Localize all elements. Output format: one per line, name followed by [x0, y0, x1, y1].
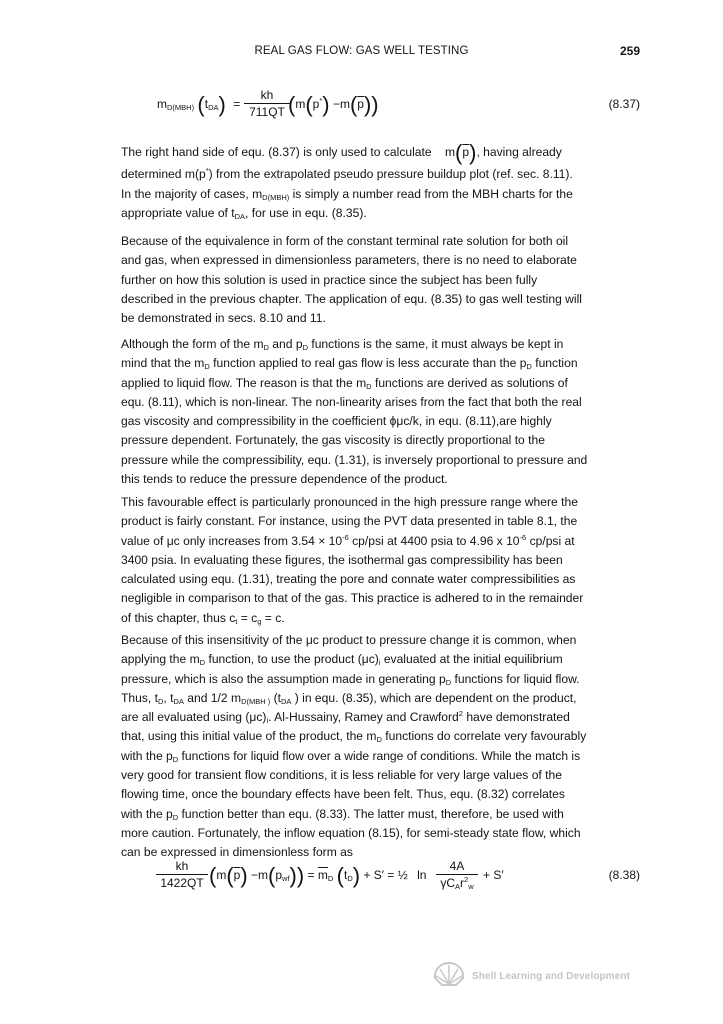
eq838-ln-fraction: 4A $\gamma C_Ar^2_w$ — [436, 859, 478, 890]
running-header-title: REAL GAS FLOW: GAS WELL TESTING — [254, 45, 469, 57]
page-number: 259 — [619, 44, 640, 58]
paragraph-5: Because of this insensitivity of the μc product to pressure change it is common, when applying the $m_D$ function, to use the product $(\mu c)_i$ evaluated at the initial equilibrium pressure, which is also the assumption made in generating $p_D$ functions for liquid flow. Thus, $t_D$, $t_{DA}$ and 1/2 $m_{D(MBH )}$ ($t_{DA}$ ) in equ. (8.35), which are dependent on the product, are all evaluated using $(\mu c)_i$. Al-Hussainy, Ramey and Crawford$^2$ have demonstrated that, using this initial value of the product, the $m_D$ functions do correlate very favourably with the $p_D$ functions for liquid flow over a wide range of conditions. While the match is very good for transient flow conditions, it is less reliable for very large values of the flowing time, once the boundary effects have been felt. Thus, equ. (8.32) correlates with the $p_D$ function better than equ. (8.33). The latter must, therefore, be used with more caution. Fortunately, the inflow equation (8.15), for semi-steady state flow, which can be expressed in dimensionless form as — [121, 633, 587, 860]
eq837-lhs: $m_{D(MBH)}$ $(t_{DA})$ = — [157, 92, 241, 117]
eq837-fraction: $\frac{kh}{711QT}$ — [244, 88, 290, 119]
paragraph-4: This favourable effect is particularly pronounced in the high pressure range where the product is fairly constant. For instance, using the PVT data presented in table 8.1, the value of μc only increases from $3.54 \times 10^{-6}$ cp/psi at 4400 psia to 4.96 x $10^{-6}$ cp/psi at 3400 psia. In evaluating these figures, the isothermal gas compressibility has been calculated using equ. (1.31), treating the pore and connate water compressibilities as negligible in comparison to that of the gas. This practice is adhered to in the remainder of this chapter, thus $c_t = c_g = c$. — [121, 495, 584, 626]
eq838-fraction: $\frac{kh}{1422QT}$ — [156, 859, 208, 890]
paragraph-2: Because of the equivalence in form of the constant terminal rate solution for both oil and gas, when expressed in dimensionless parameters, there is no need to elaborate further on how this solution is used in practice since the subject has been fully described in the previous chapter. The application of equ. (8.35) to gas well testing will be demonstrated in secs. 8.10 and 11. — [121, 234, 582, 326]
footer-publisher: Shell Learning and Development — [472, 971, 631, 982]
shell-logo-icon — [432, 960, 466, 993]
eq837-rhs: $(m(p^*) -m(\overline{p}))$ — [288, 92, 379, 117]
eq837-number: (8.37) — [608, 97, 640, 111]
eq838-number: (8.38) — [608, 868, 640, 882]
paragraph-1: The right hand side of equ. (8.37) is only used to calculate $m(\overline{p})$, having already determined m(p*) from the extrapolated pseudo pressure buildup plot (ref. sec. 8.11). In the majority of cases, $m_{D(MBH)}$ is simply a number read from the MBH charts for the appropriate value of $t_{DA}$, for use in equ. (8.35). — [121, 140, 573, 221]
eq838-middle: $(m(\overline{p}) -m(p_{wf})) = \overline{m}_D$ $(t_D) + S'$ = ½ ln — [209, 863, 427, 888]
paragraph-3: Although the form of the $m_D$ and $p_D$ functions is the same, it must always be kept in mind that the $m_D$ function applied to real gas flow is less accurate than the $p_D$ function applied to liquid flow. The reason is that the $m_D$ functions are derived as solutions of equ. (8.11), which is non-linear. The non-linearity arises from the fact that both the real gas viscosity and compressibility in the coefficient ϕμc/k, in equ. (8.11),are highly pressure dependent. Fortunately, the gas viscosity is directly proportional to the pressure while the compressibility, equ. (1.31), is inversely proportional to pressure and this tends to reduce the pressure dependence of the product. — [121, 337, 588, 487]
footer-branding — [432, 960, 630, 993]
eq838-tail: + S′ — [483, 868, 504, 882]
